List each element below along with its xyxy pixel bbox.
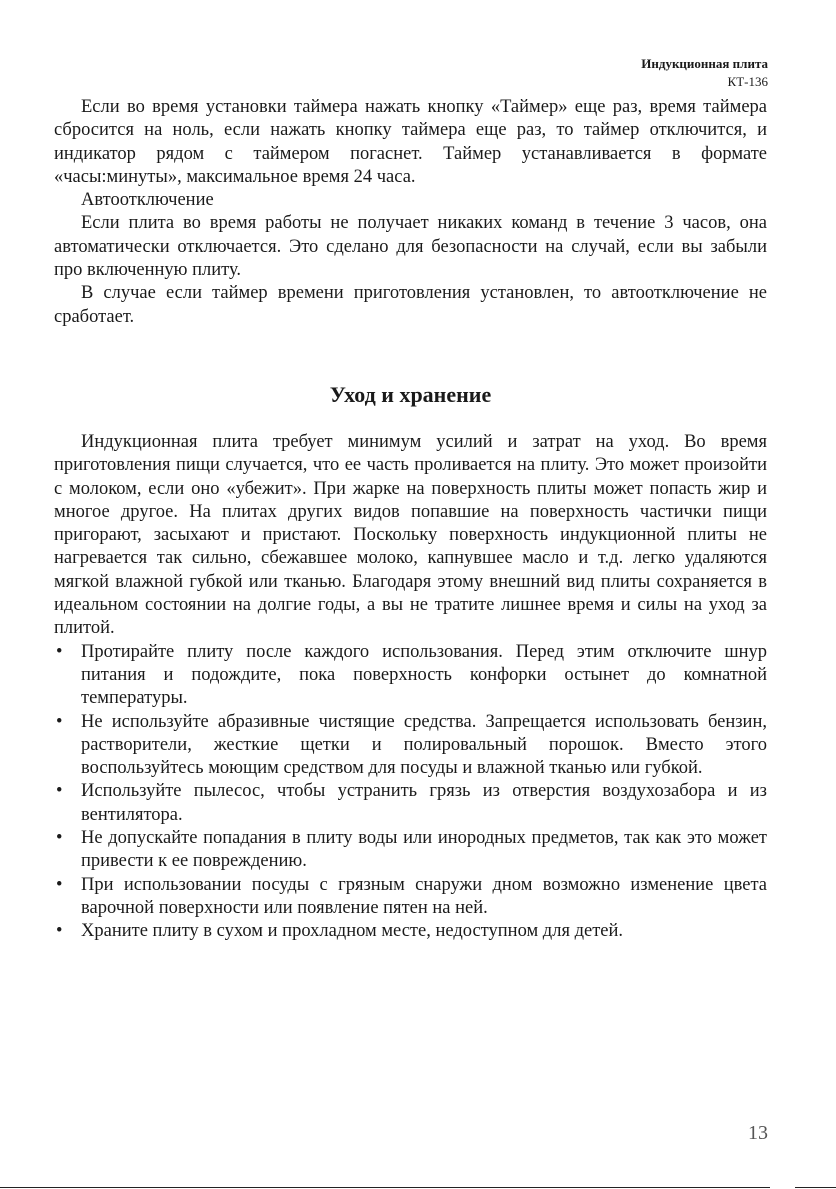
list-item: • Не используйте абразивные чистящие средства. Запрещается использовать бензин, растворители, жесткие щетки и полировальный порошок. Вместо этого воспользуйтесь моющим средством для посуды и влажной тканью или губкой. bbox=[54, 711, 767, 781]
header-model: КТ-136 bbox=[727, 74, 768, 89]
paragraph: Индукционная плита требует минимум усилий и затрат на уход. Во время приготовления пищи случается, что ее часть проливается на плиту. Это может произойти с молоком, если оно «убежит». При жарке на поверхность плиты может попасть жир и многое другое. На плитах других видов попавшие на поверхность частички пищи пригорают, засыхают и пристают. Поскольку поверхность индукционной плиты не нагревается так сильно, сбежавшее молоко, капнувшее масло и т.д. легко удаляются мягкой влажной губкой или тканью. Благодаря этому внешний вид плиты сохраняется в идеальном состоянии на долгие годы, а вы не тратите лишнее время и силы на уход за плитой. bbox=[54, 432, 767, 639]
page-header bbox=[641, 55, 768, 90]
paragraph: Если плита во время работы не получает никаких команд в течение 3 часов, она автоматически отключается. Это сделано для безопасности на случай, если вы забыли про включенную плиту. bbox=[54, 213, 767, 281]
footer-divider bbox=[795, 1187, 836, 1188]
list-item: • Не допускайте попадания в плиту воды или инородных предметов, так как это может привести к ее повреждению. bbox=[54, 827, 767, 874]
paragraph: Если во время установки таймера нажать кнопку «Таймер» еще раз, время таймера сбросится на ноль, если нажать кнопку таймера еще раз, то таймер отключится, и индикатор рядом с таймером погаснет. Таймер устанавливается в формате «часы:минуты», максимальное время 24 часа. bbox=[54, 97, 767, 187]
list-item: • Используйте пылесос, чтобы устранить грязь из отверстия воздухозабора и из вентилятора. bbox=[54, 780, 767, 827]
section-title: Уход и хранение bbox=[329, 382, 492, 407]
list-item: • При использовании посуды с грязным снаружи дном возможно изменение цвета варочной поверхности или появление пятен на ней. bbox=[54, 874, 767, 921]
care-section bbox=[54, 431, 767, 944]
footer-divider bbox=[0, 1187, 770, 1188]
paragraph: В случае если таймер времени приготовления установлен, то автоотключение не сработает. bbox=[54, 283, 767, 327]
subheading-auto-off: Автоотключение bbox=[81, 190, 214, 211]
list-item: • Храните плиту в сухом и прохладном месте, недоступном для детей. bbox=[54, 920, 767, 943]
page-number: 13 bbox=[748, 1122, 768, 1144]
timer-section bbox=[54, 96, 767, 329]
bullet-list bbox=[54, 641, 767, 944]
header-title: Индукционная плита bbox=[641, 56, 768, 71]
list-item: • Протирайте плиту после каждого использования. Перед этим отключите шнур питания и подождите, пока поверхность конфорки остынет до комнатной температуры. bbox=[54, 641, 767, 711]
